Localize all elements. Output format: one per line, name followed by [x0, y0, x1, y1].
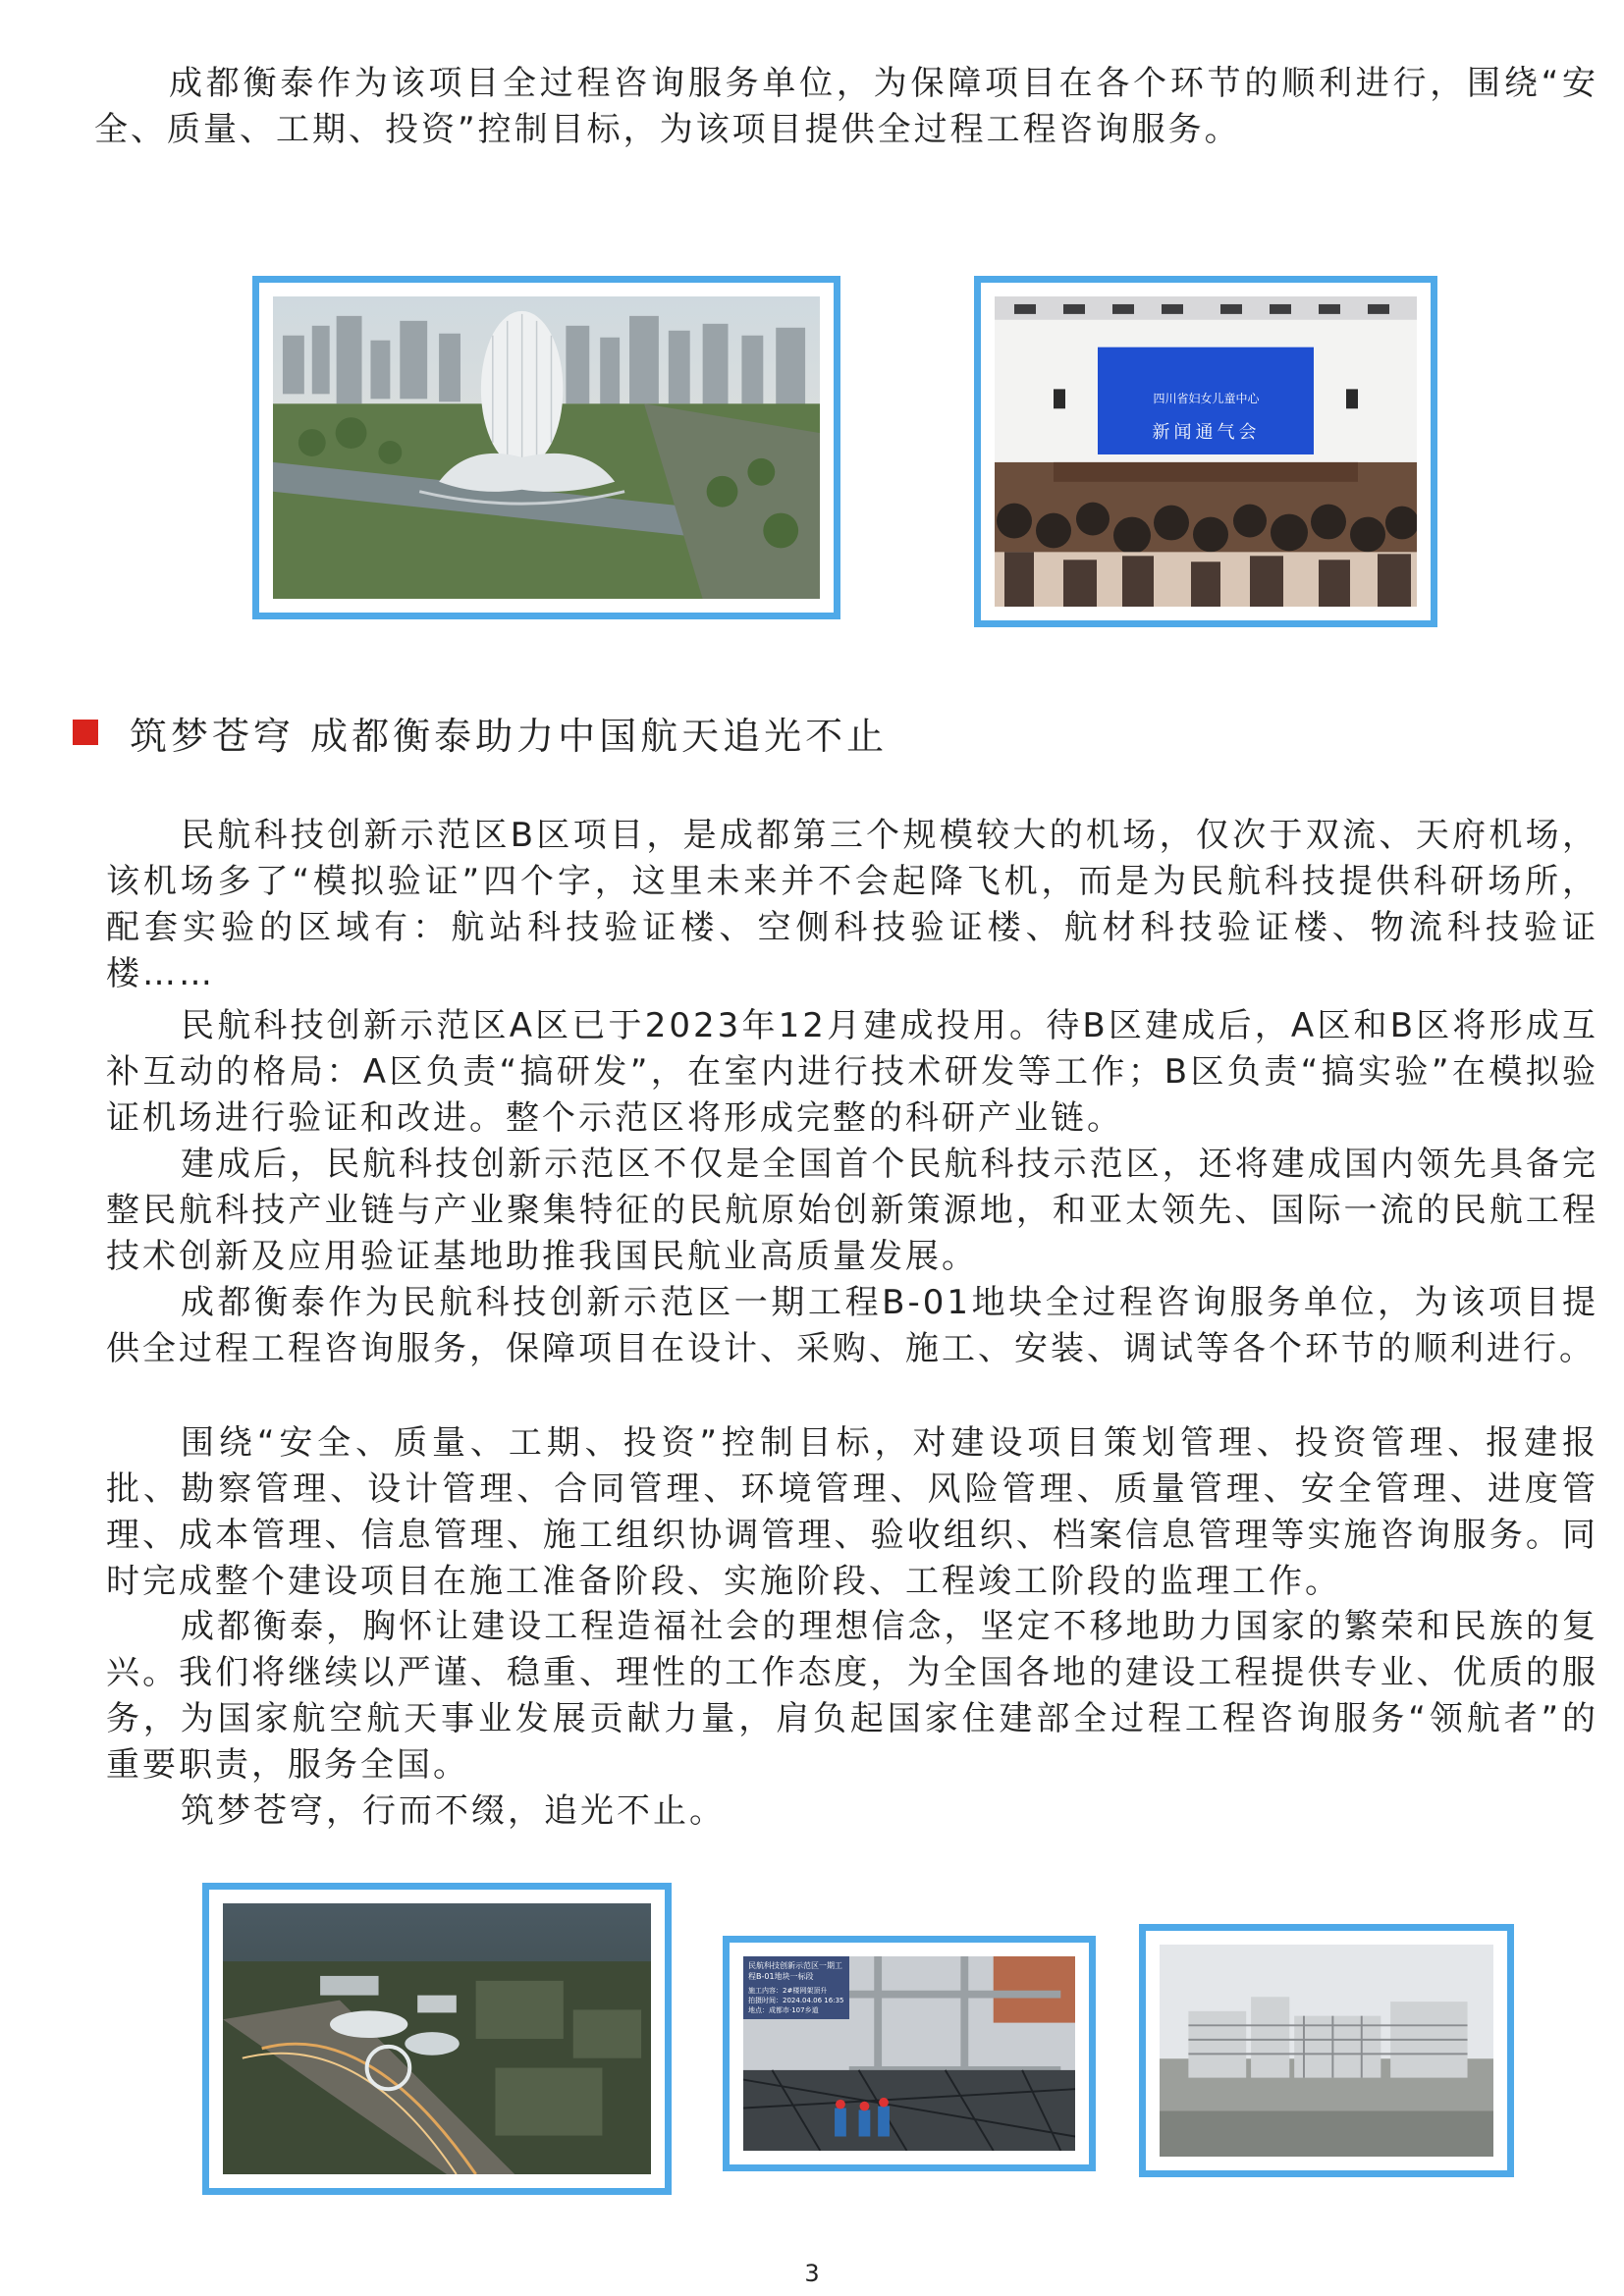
body-paragraph-4: 成都衡泰作为民航科技创新示范区一期工程B-01地块全过程咨询服务单位，为该项目提供全过程工程咨询服务，保障项目在设计、采购、施工、安装、调试等各个环节的顺利进行。 — [106, 1283, 1598, 1368]
body-paragraph-7: 筑梦苍穹，行而不缀，追光不止。 — [181, 1791, 726, 1831]
body-paragraph-1: 民航科技创新示范区B区项目，是成都第三个规模较大的机场，仅次于双流、天府机场，该机场多了“模拟验证”四个字，这里未来并不会起降飞机，而是为民航科技提供科研场所，配套实验的区域有：航站科技验证楼、空侧科技验证楼、航材科技验证楼、物流科技验证楼…… — [106, 816, 1598, 993]
body-paragraph-2: 民航科技创新示范区A区已于2023年12月建成投用。待B区建成后，A区和B区将形成互补互动的格局：A区负责“搞研发”，在室内进行技术研发等工作；B区负责“搞实验”在模拟验证机场进行验证和改进。整个示范区将形成完整的科研产业链。 — [106, 1006, 1598, 1138]
hospital-rendering-photo — [252, 276, 840, 619]
site-info-card — [743, 1956, 849, 2019]
body-paragraph-5: 围绕“安全、质量、工期、投资”控制目标，对建设项目策划管理、投资管理、报建报批、勘察管理、设计管理、合同管理、环境管理、风险管理、质量管理、安全管理、进度管理、成本管理、信息管理、施工组织协调管理、验收组织、档案信息管理等实施咨询服务。同时完成整个建设项目在施工准备阶段、实施阶段、工程竣工阶段的监理工作。 — [106, 1423, 1598, 1601]
red-square-marker — [73, 720, 98, 745]
site-card-row-1: 施工内容：2#楼网架顶升 — [748, 1987, 828, 1995]
body-paragraph-6: 成都衡泰，胸怀让建设工程造福社会的理想信念，坚定不移地助力国家的繁荣和民族的复兴。我们将继续以严谨、稳重、理性的工作态度，为全国各地的建设工程提供专业、优质的服务，为国家航空航天事业发展贡献力量，肩负起国家住建部全过程工程咨询服务“领航者”的重要职责，服务全国。 — [106, 1607, 1598, 1785]
construction-site-photo — [723, 1936, 1096, 2171]
press-screen-line2: 新闻通气会 — [1152, 422, 1261, 443]
site-card-row-2: 拍摄时间：2024.04.06 16:35 — [748, 1997, 844, 2004]
building-steel-frame-photo — [1139, 1924, 1514, 2177]
body-paragraph-3: 建成后，民航科技创新示范区不仅是全国首个民航科技示范区，还将建成国内领先具备完整民航科技产业链与产业聚集特征的民航原始创新策源地，和亚太领先、国际一流的民航工程技术创新及应用验证基地助推我国民航业高质量发展。 — [106, 1145, 1598, 1276]
page-number: 3 — [804, 2260, 820, 2287]
site-card-row-3: 地点：成都市·107乡道 — [748, 2006, 819, 2014]
section-heading — [73, 707, 888, 758]
section-title: 筑梦苍穹 成都衡泰助力中国航天追光不止 — [130, 714, 889, 758]
intro-paragraph: 成都衡泰作为该项目全过程咨询服务单位，为保障项目在各个环节的顺利进行，围绕“安全、质量、工期、投资”控制目标，为该项目提供全过程工程咨询服务。 — [94, 64, 1598, 149]
press-screen-line1: 四川省妇女儿童中心 — [1153, 392, 1260, 405]
airport-aerial-photo — [202, 1883, 672, 2195]
site-card-title: 民航科技创新示范区一期工程B-01地块一标段 — [748, 1961, 842, 1981]
press-conference-photo — [974, 276, 1437, 627]
